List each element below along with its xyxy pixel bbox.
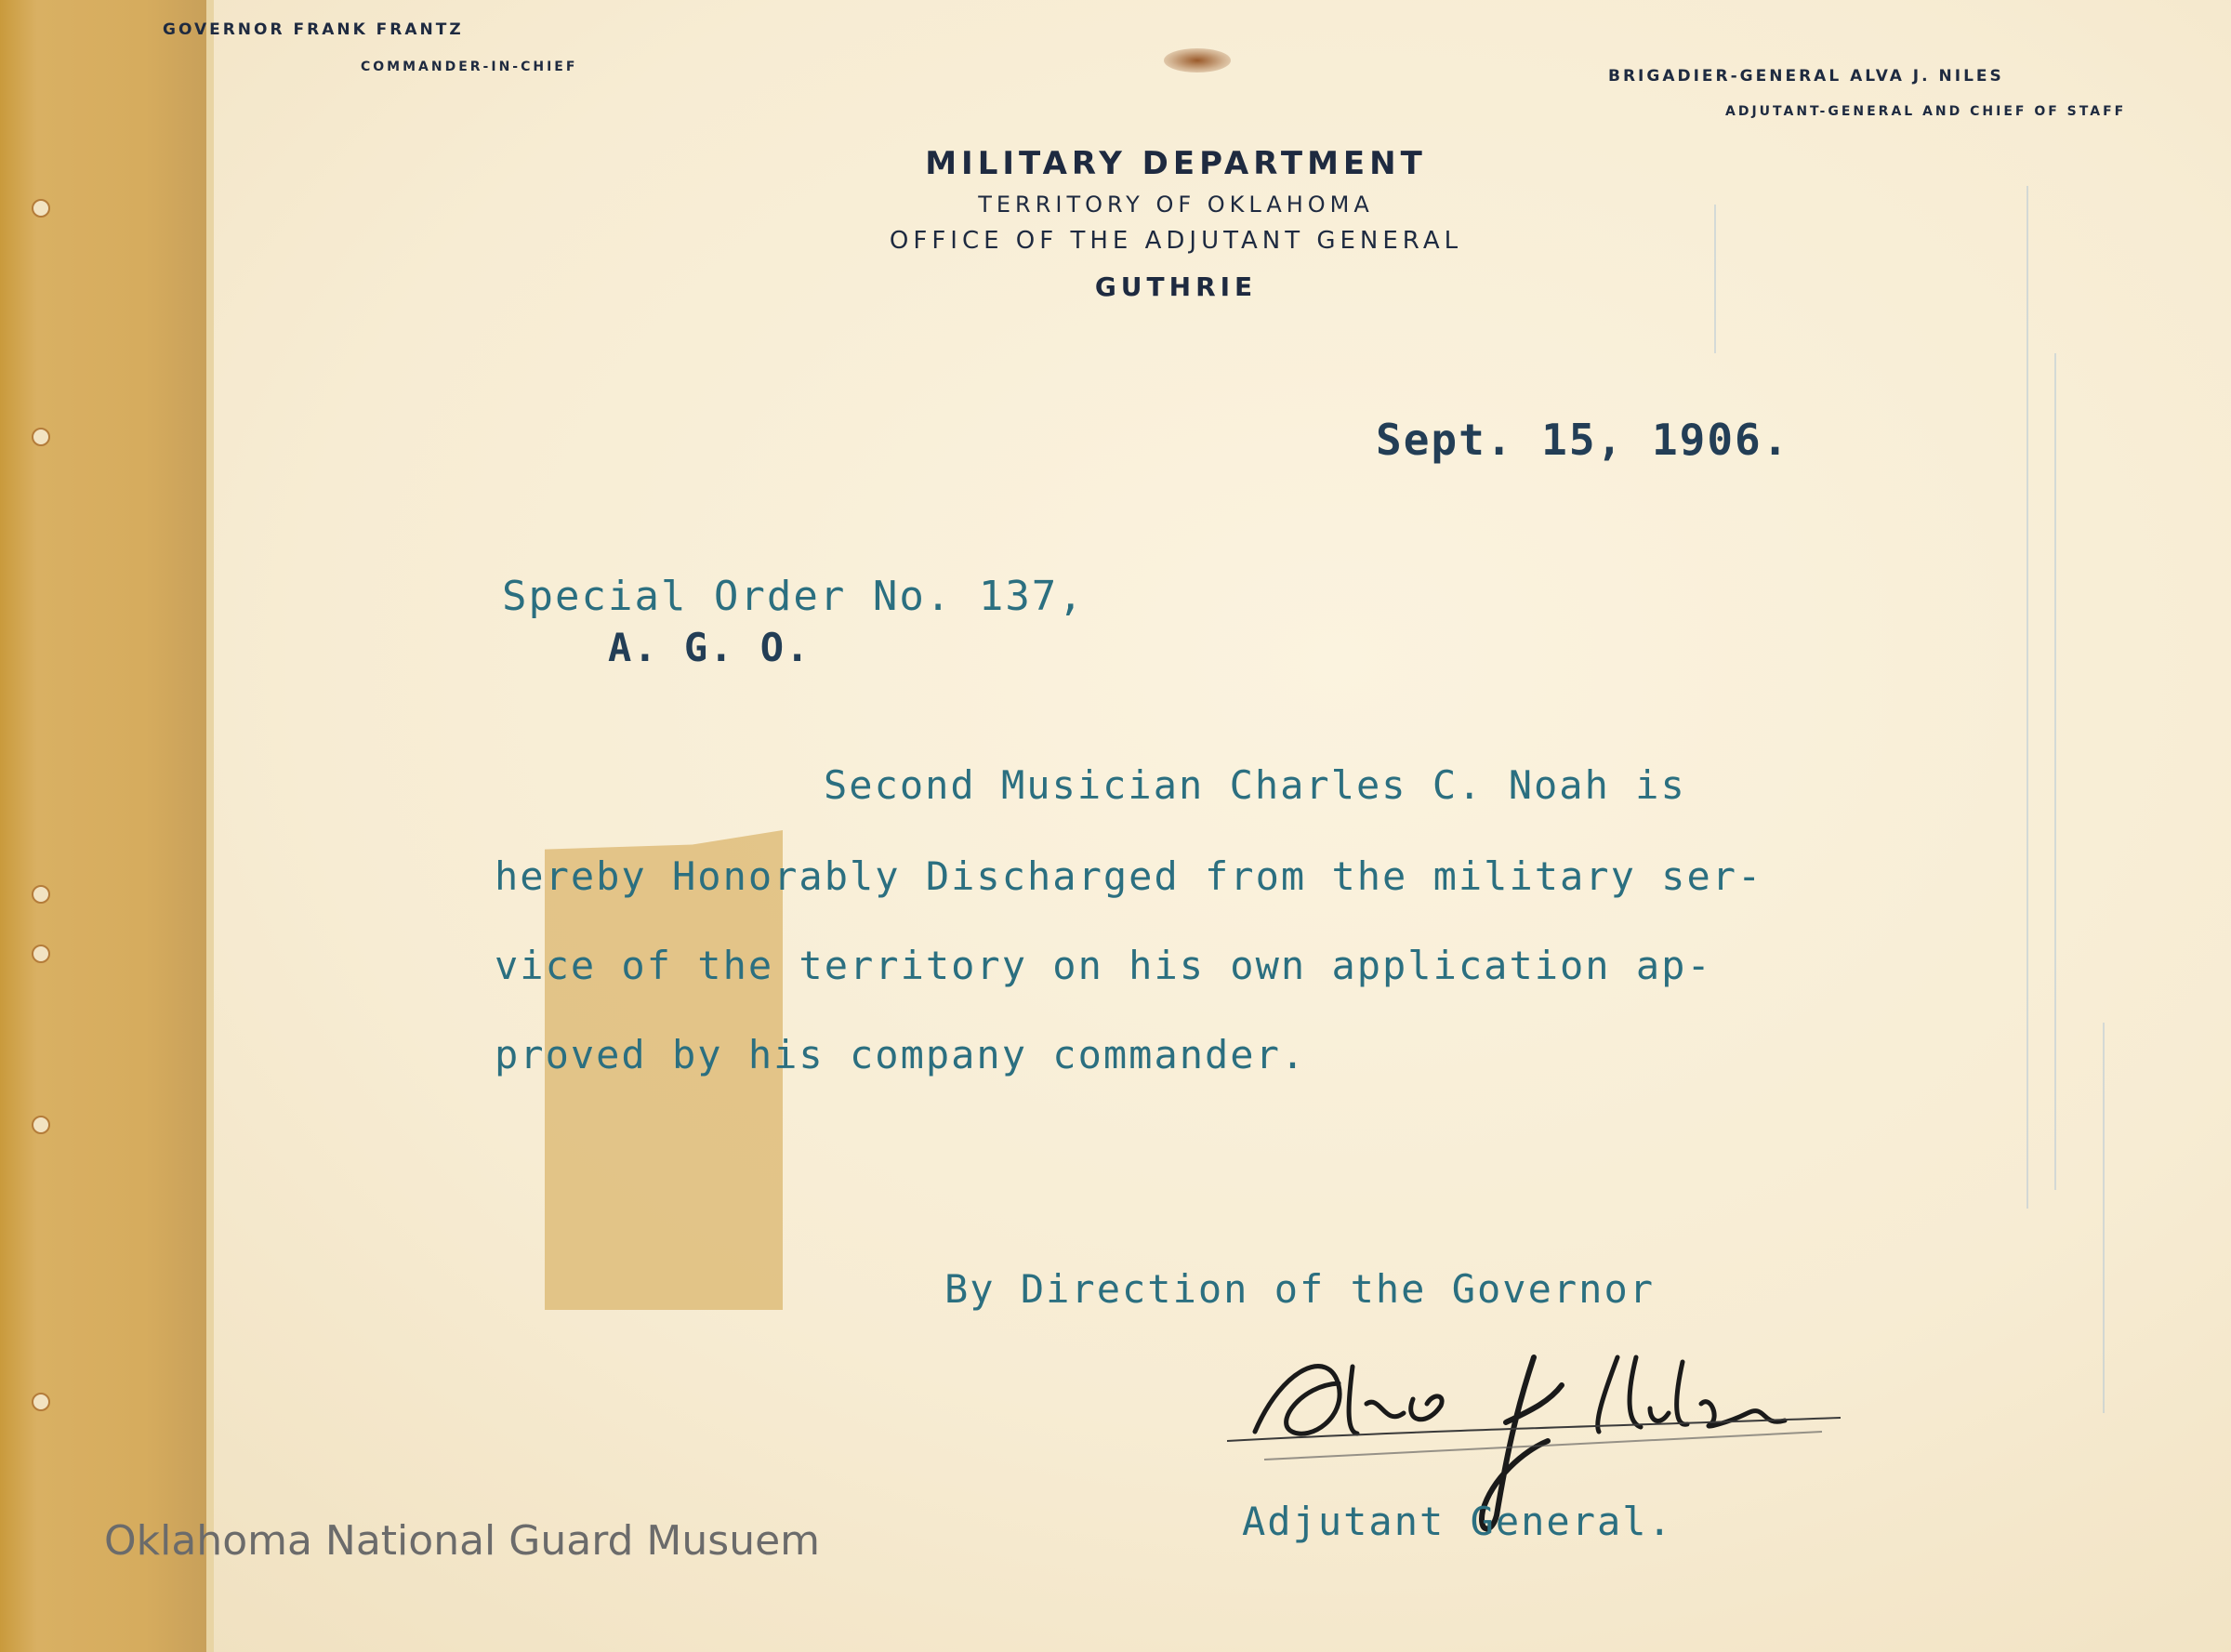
adjutant-general-name: BRIGADIER-GENERAL ALVA J. NILES bbox=[1608, 67, 2004, 86]
punch-hole bbox=[32, 1116, 50, 1134]
rust-stain bbox=[1164, 48, 1231, 73]
ruled-line bbox=[2026, 186, 2028, 1209]
governor-name: GOVERNOR FRANK FRANTZ bbox=[163, 20, 464, 39]
closing-line: By Direction of the Governor bbox=[944, 1266, 1656, 1312]
territory-heading: TERRITORY OF OKLAHOMA bbox=[978, 192, 1374, 218]
body-line: Second Musician Charles C. Noah is bbox=[824, 762, 1686, 808]
ruled-line bbox=[2103, 1023, 2105, 1413]
punch-hole bbox=[32, 1393, 50, 1411]
museum-watermark: Oklahoma National Guard Musuem bbox=[104, 1517, 821, 1565]
body-line: vice of the territory on his own application ap- bbox=[495, 943, 1712, 988]
governor-title: COMMANDER-IN-CHIEF bbox=[361, 59, 578, 74]
punch-hole bbox=[32, 885, 50, 904]
letter-date: Sept. 15, 1906. bbox=[1376, 415, 1790, 465]
punch-hole bbox=[32, 945, 50, 963]
body-line: hereby Honorably Discharged from the military ser- bbox=[495, 853, 1763, 899]
order-office-abbrev: A. G. O. bbox=[608, 625, 812, 670]
signer-title: Adjutant General. bbox=[1242, 1499, 1673, 1544]
punch-hole bbox=[32, 428, 50, 446]
adjutant-general-title: ADJUTANT-GENERAL AND CHIEF OF STAFF bbox=[1725, 104, 2127, 119]
body-line: proved by his company commander. bbox=[495, 1032, 1307, 1077]
city-heading: GUTHRIE bbox=[1094, 271, 1258, 302]
ruled-line bbox=[2054, 353, 2056, 1190]
special-order-number: Special Order No. 137, bbox=[502, 573, 1085, 620]
department-heading: MILITARY DEPARTMENT bbox=[925, 145, 1427, 182]
office-heading: OFFICE OF THE ADJUTANT GENERAL bbox=[889, 227, 1463, 255]
